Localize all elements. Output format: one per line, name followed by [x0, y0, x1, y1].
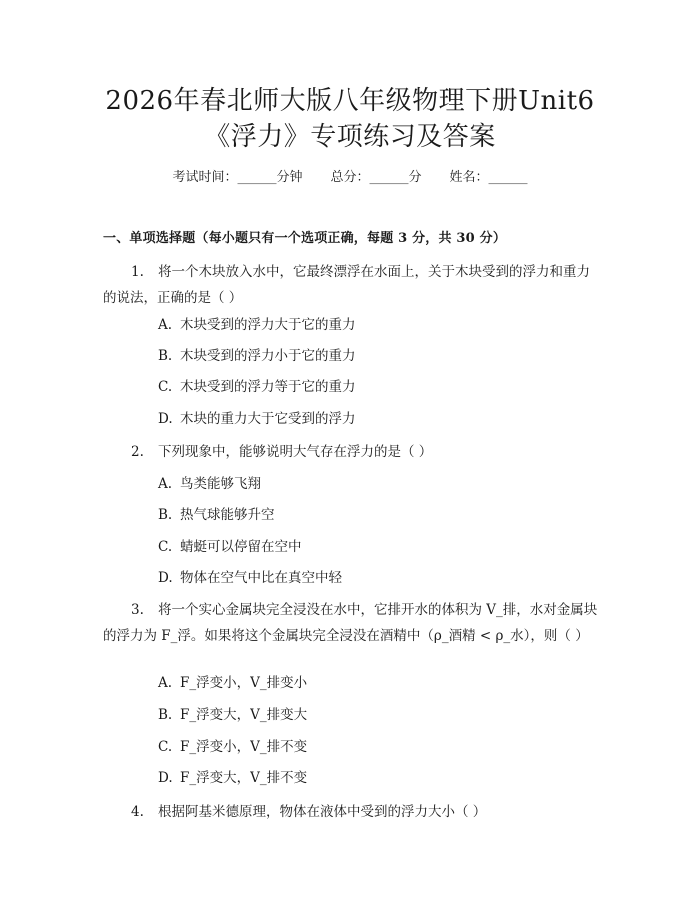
option-label: A.: [158, 675, 173, 691]
question-text: 下列现象中，能够说明大气存在浮力的是（ ）: [158, 444, 433, 460]
option-label: C.: [158, 379, 173, 395]
option-text: F_浮变大，V_排不变: [180, 770, 308, 786]
section-heading: 一、单项选择题（每小题只有一个选项正确，每题 3 分，共 30 分）: [103, 231, 507, 246]
question-number: 1.: [131, 264, 144, 280]
question-number: 3.: [131, 602, 144, 618]
question-2-option-c: [158, 537, 302, 557]
question-2-option-d: [158, 568, 342, 588]
exam-info-line: [0, 168, 700, 188]
option-text: F_浮变小，V_排不变: [180, 739, 308, 755]
option-text: 木块受到的浮力小于它的重力: [180, 348, 356, 364]
question-1-option-a: [158, 315, 356, 335]
option-text: F_浮变大，V_排变大: [180, 707, 308, 723]
question-text: 将一个木块放入水中，它最终漂浮在水面上，关于木块受到的浮力和重力的说法，正确的是（ ）: [103, 264, 590, 306]
question-text: 根据阿基米德原理，物体在液体中受到的浮力大小（ ）: [158, 804, 487, 820]
option-label: C.: [158, 739, 173, 755]
option-text: 木块受到的浮力大于它的重力: [180, 317, 356, 333]
option-label: C.: [158, 539, 173, 555]
question-3-option-c: [158, 737, 307, 757]
option-text: F_浮变小，V_排变小: [180, 675, 308, 691]
document-title-line-2: 《浮力》专项练习及答案: [204, 122, 496, 152]
question-2-option-a: [158, 474, 261, 494]
option-label: B.: [158, 348, 173, 364]
option-text: 鸟类能够飞翔: [180, 476, 261, 492]
question-3-option-d: [158, 768, 307, 788]
question-4-stem: [103, 799, 603, 825]
student-name-field: 姓名：______: [449, 170, 528, 185]
question-text: 将一个实心金属块完全浸没在水中，它排开水的体积为 V_排，水对金属块的浮力为 F_浮。如果将这个金属块完全浸没在酒精中（ρ_酒精 < ρ_水），则（ ）: [103, 602, 598, 644]
option-text: 蜻蜓可以停留在空中: [180, 539, 302, 555]
option-label: D.: [158, 770, 173, 786]
option-text: 木块的重力大于它受到的浮力: [180, 411, 356, 427]
document-title-line-1: 2026年春北师大版八年级物理下册Unit6: [105, 86, 595, 116]
option-label: D.: [158, 411, 173, 427]
question-3-stem: [103, 597, 603, 649]
option-label: A.: [158, 476, 173, 492]
question-3-option-b: [158, 705, 307, 725]
exam-time-field: 考试时间：______分钟: [172, 170, 303, 185]
option-label: A.: [158, 317, 173, 333]
total-score-field: 总分：______分: [330, 170, 422, 185]
question-1-option-b: [158, 346, 356, 366]
option-text: 物体在空气中比在真空中轻: [180, 570, 342, 586]
question-number: 4.: [131, 804, 144, 820]
option-label: B.: [158, 507, 173, 523]
question-2-option-b: [158, 505, 275, 525]
option-label: B.: [158, 707, 173, 723]
question-1-option-c: [158, 377, 356, 397]
question-1-option-d: [158, 409, 356, 429]
option-label: D.: [158, 570, 173, 586]
question-3-option-a: [158, 673, 307, 693]
question-number: 2.: [131, 444, 144, 460]
option-text: 热气球能够升空: [180, 507, 275, 523]
question-2-stem: [103, 439, 603, 465]
question-1-stem: [103, 259, 603, 311]
option-text: 木块受到的浮力等于它的重力: [180, 379, 356, 395]
